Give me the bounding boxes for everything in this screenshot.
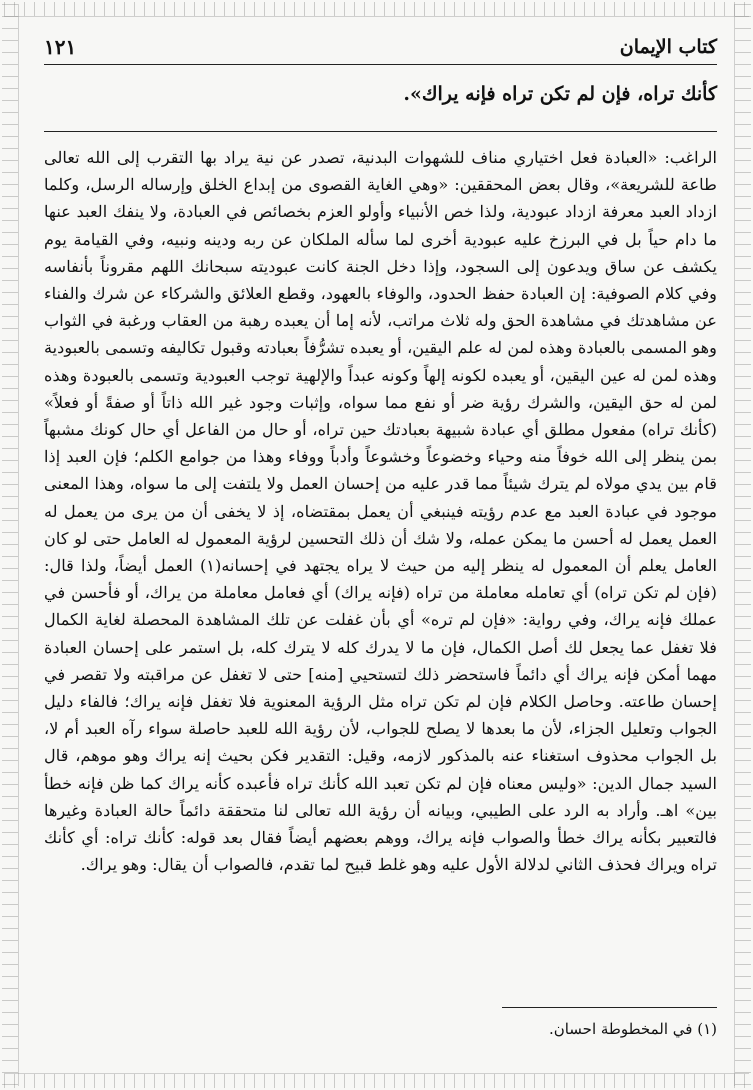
commentary-body: [44, 144, 717, 878]
ornamental-border-bottom: [4, 1073, 749, 1088]
page-content: [44, 30, 717, 1060]
ornamental-border-top: [4, 2, 749, 17]
ornamental-border-right: [734, 4, 751, 1086]
page-number: ١٢١: [44, 35, 77, 59]
commentary-paragraph: الراغب: «العبادة فعل اختياري مناف للشهوات البدنية، تصدر عن نية يراد بها التقرب إلى الله تعالى طاعة للشريعة»، وقال بعض المحققين: «وهي الغاية القصوى من إبداع الخلق وإرساله الرسل، وكلما ازداد العبد معرفة ازداد عبودية، ولذا خص الأنبياء وأولو العزم بخصائص في العبادة، ولا ينفك العبد عنها ما دام حياً بل في البرزخ عليه عبودية أخرى لما سأله الملكان عن ربه ودينه ونبيه، وفي القيامة يوم يكشف عن ساق ويدعون إلى السجود، وإذا دخل الجنة كانت عبوديته سبحانك اللهم مقروناً بأنفاسه وفي كلام الصوفية: إن العبادة حفظ الحدود، والوفاء بالعهود، وقطع العلائق والشركاء عن شرك والفناء عن مشاهدتك في مشاهدة الحق وله ثلاث مراتب، لأنه إما أن يعبده رهبة من العقاب ورغبة في الثواب وهو المسمى بالعبادة وهذه لمن له علم اليقين، أو يعبده تشرُّفاً بعبادته وقبول تكاليفه وتسمى بالعبودية وهذه لمن له عين اليقين، أو يعبده لكونه إلهاً وكونه عبداً والإلهية توجب العبودية وتسمى بالعبودة وهذه لمن له حق اليقين، والشرك رؤية ضر أو نفع مما سواه، وإثبات وجود غير الله ذاتاً أو صفةً أو فعلاً» (كأنك تراه) مفعول مطلق أي عبادة شبيهة بعبادتك حين تراه، أو حال من الفاعل أي حال كونك مشبهاً بمن ينظر إلى الله خوفاً منه وحياء وخضوعاً وخشوعاً وأدباً ووفاء وهذا من جوامع الكلم؛ فإن العبد إذا قام بين يدي مولاه لم يترك شيئاً مما قدر عليه من إحسان العمل ولا يلتفت إلى ما سواه، وهذا المعنى موجود في عبادة العبد مع عدم رؤيته فينبغي أن يعمل بمقتضاه، إذ لا يخفى أن من يرى من يعمل له العمل يعمل له أحسن ما يمكن عمله، ولا شك أن ذلك التحسين لرؤية المعمول له العامل حتى لو كان العامل يعلم أن المعمول له ينظر إليه من حيث لا يراه يجتهد في إحسانه(١) العمل أيضاً، ولذا قال: (فإن لم تكن تراه) أي تعامله معاملة من تراه (فإنه يراك) أي فعامل معاملة من يراك، أو فأحسن في عملك فإنه يراك، وفي رواية: «فإن لم تره» أي بأن غفلت عن تلك المشاهدة المحصلة لغاية الكمال فلا تغفل عما يجعل لك أصل الكمال، فإن ما لا يدرك كله لا يترك كله، بل استمر على إحسان العبادة مهما أمكن فإنه يراك أي دائماً فاستحضر ذلك لتستحيي [منه] حتى لا تغفل عن مراقبته ولا تقصر في إحسان طاعته. وحاصل الكلام فإن لم تكن تراه مثل الرؤية المعنوية فلا تغفل فإنه يراك؛ فالفاء دليل الجواب وتعليل الجزاء، لأن ما بعدها لا يصلح للجواب، لأن رؤية الله للعبد حاصلة سواء رآه العبد أم لا، بل الجواب محذوف استغناء عنه بالمذكور لازمه، وقيل: التقدير فكن بحيث إنه يراك وهو موهم، قال السيد جمال الدين: «وليس معناه فإن لم تكن تعبد الله كأنك تراه فأعبده كأنه يراك كما ظن فإنه خطأ بين» اهـ. وأراد به الرد على الطيبي، وبيانه أن رؤية الله تعالى لنا متحققة دائماً حالة العبادة وغيرها فالتعبير بكأنه يراك خطأ والصواب فإنه يراك، ووهم بعضهم أيضاً فقال بعد قوله: كأنك تراه: أي كأنك تراه ويراك فحذف الثاني لدلالة الأول عليه وهو غلط قبيح لما تقدم، فالصواب أن يقال: وهو يراك.: [44, 148, 717, 875]
book-title: كتاب الإيمان: [619, 36, 717, 58]
footnote: (١) في المخطوطة احسان.: [548, 1020, 717, 1038]
hadith-text: كأنك تراه، فإن لم تكن تراه فإنه يراك».: [403, 83, 717, 105]
page-header: [44, 30, 717, 65]
ornamental-border-left: [2, 4, 19, 1086]
text-separator: [44, 131, 717, 132]
footnote-separator: [502, 1007, 717, 1008]
